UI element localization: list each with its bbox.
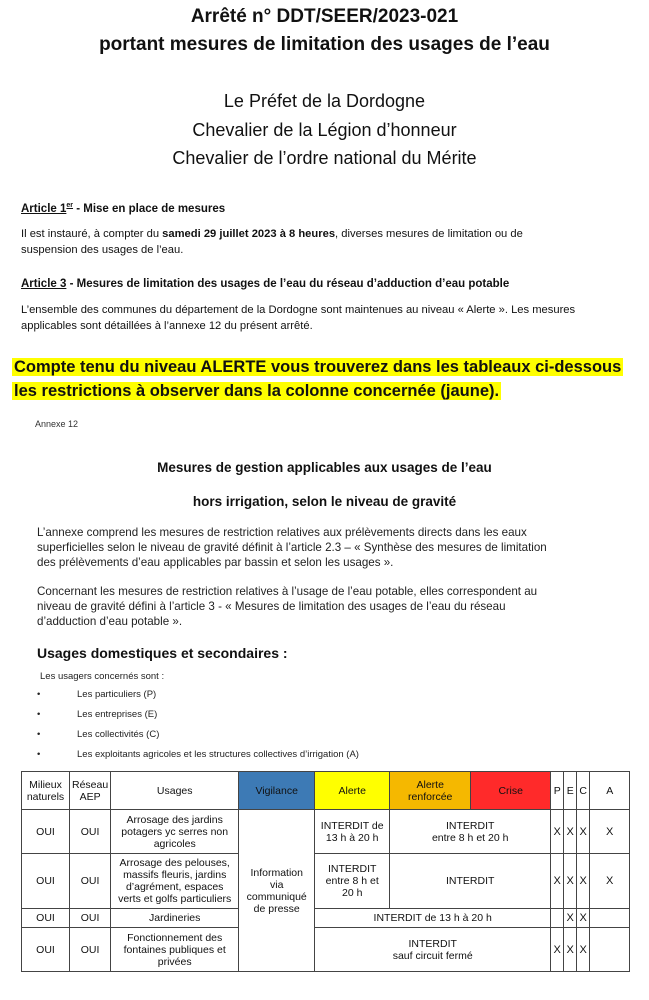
col-reseau: Réseau AEP	[70, 772, 111, 810]
cell-usage: Jardineries	[111, 909, 239, 928]
annexe-label: Annexe 12	[35, 419, 79, 429]
annexe-subtitle: hors irrigation, selon le niveau de gravité	[192, 494, 457, 509]
cell-a: X	[590, 854, 630, 909]
table-row	[22, 928, 630, 972]
decree-subtitle: portant mesures de limitation des usages de l’eau	[99, 34, 550, 55]
article3-text: L’ensemble des communes du département de la Dordogne sont maintenues au niveau « Alerte ». Les mesures applicables sont détaillées à l’annexe 12 du présent arrêté.	[21, 304, 576, 332]
cell-alerte-to-crise: INTERDIT sauf circuit fermé	[315, 928, 551, 972]
cell-reseau: OUI	[70, 810, 111, 854]
prefet-line: Chevalier de la Légion d’honneur	[192, 120, 457, 140]
cell-c: X	[577, 854, 590, 909]
col-e: E	[564, 772, 577, 810]
prefet-line: Le Préfet de la Dordogne	[223, 91, 426, 111]
col-alerte-renforcee: Alerte renforcée	[390, 772, 471, 810]
cell-p: X	[551, 928, 564, 972]
cell-e: X	[564, 810, 577, 854]
cell-a	[590, 928, 630, 972]
cell-c: X	[577, 928, 590, 972]
restrictions-table	[21, 771, 630, 972]
cell-vigilance: Information via communiqué de presse	[239, 810, 315, 972]
article1-heading: Article 1er - Mise en place de mesures	[21, 202, 226, 215]
list-item: • Les particuliers (P)	[37, 689, 157, 700]
cell-usage: Arrosage des jardins potagers yc serres non agricoles	[111, 810, 239, 854]
cell-p: X	[551, 854, 564, 909]
table-row	[22, 810, 630, 854]
list-item: • Les exploitants agricoles et les structures collectives d’irrigation (A)	[37, 749, 359, 760]
cell-milieux: OUI	[22, 854, 70, 909]
cell-p: X	[551, 810, 564, 854]
cell-a: X	[590, 810, 630, 854]
cell-alerte-to-crise: INTERDIT de 13 h à 20 h	[315, 909, 551, 928]
annexe-title: Mesures de gestion applicables aux usages de l’eau	[157, 460, 492, 475]
prefet-line: Chevalier de l’ordre national du Mérite	[172, 148, 477, 168]
col-p: P	[551, 772, 564, 810]
annexe-paragraph-1: L’annexe comprend les mesures de restriction relatives aux prélèvements directs dans les eaux superficielles selon le niveau de gravité définit à l’article 2.3 – « Synthèse des mesures de limitation des prélèvements d’eau applicables par bassin et selon les usages ».	[37, 526, 547, 569]
col-usages: Usages	[111, 772, 239, 810]
table-row	[22, 854, 630, 909]
usages-title: Usages domestiques et secondaires :	[37, 645, 288, 661]
col-vigilance: Vigilance	[239, 772, 315, 810]
col-c: C	[577, 772, 590, 810]
cell-reseau: OUI	[70, 909, 111, 928]
cell-alerte: INTERDIT entre 8 h et 20 h	[315, 854, 390, 909]
cell-milieux: OUI	[22, 909, 70, 928]
article1-text: Il est instauré, à compter du samedi 29 juillet 2023 à 8 heures, diverses mesures de limitation ou de suspension des usages de l’eau.	[21, 228, 523, 256]
col-alerte: Alerte	[315, 772, 390, 810]
cell-reseau: OUI	[70, 854, 111, 909]
cell-usage: Arrosage des pelouses, massifs fleuris, jardins d’agrément, espaces verts et golfs particuliers	[111, 854, 239, 909]
col-milieux: Milieux naturels	[22, 772, 70, 810]
cell-milieux: OUI	[22, 928, 70, 972]
users-list	[37, 689, 437, 769]
col-a: A	[590, 772, 630, 810]
cell-c: X	[577, 810, 590, 854]
cell-milieux: OUI	[22, 810, 70, 854]
decree-title: Arrêté n° DDT/SEER/2023-021	[190, 6, 459, 27]
list-item: • Les entreprises (E)	[37, 709, 158, 720]
cell-e: X	[564, 854, 577, 909]
cell-renforcee-crise: INTERDIT entre 8 h et 20 h	[390, 810, 551, 854]
cell-alerte: INTERDIT de 13 h à 20 h	[315, 810, 390, 854]
cell-p	[551, 909, 564, 928]
cell-reseau: OUI	[70, 928, 111, 972]
cell-e: X	[564, 928, 577, 972]
cell-renforcee-crise: INTERDIT	[390, 854, 551, 909]
cell-a	[590, 909, 630, 928]
alert-highlight: Compte tenu du niveau ALERTE vous trouverez dans les tableaux ci-dessous les restrictions à observer dans la colonne concernée (jaune).	[14, 358, 622, 400]
article3-heading: Article 3 - Mesures de limitation des usages de l’eau du réseau d’adduction d’eau potable	[21, 278, 510, 290]
table-row	[22, 909, 630, 928]
list-item: • Les collectivités (C)	[37, 729, 160, 740]
cell-c: X	[577, 909, 590, 928]
cell-usage: Fonctionnement des fontaines publiques et privées	[111, 928, 239, 972]
annexe-paragraph-2: Concernant les mesures de restriction relatives à l’usage de l’eau potable, elles correspondent au niveau de gravité défini à l’article 3 - « Mesures de limitation des usages de l’eau du réseau d’adduction d’eau potable ».	[37, 585, 538, 628]
table-header-row	[22, 772, 630, 810]
col-crise: Crise	[471, 772, 551, 810]
cell-e: X	[564, 909, 577, 928]
users-intro: Les usagers concernés sont :	[40, 671, 165, 682]
